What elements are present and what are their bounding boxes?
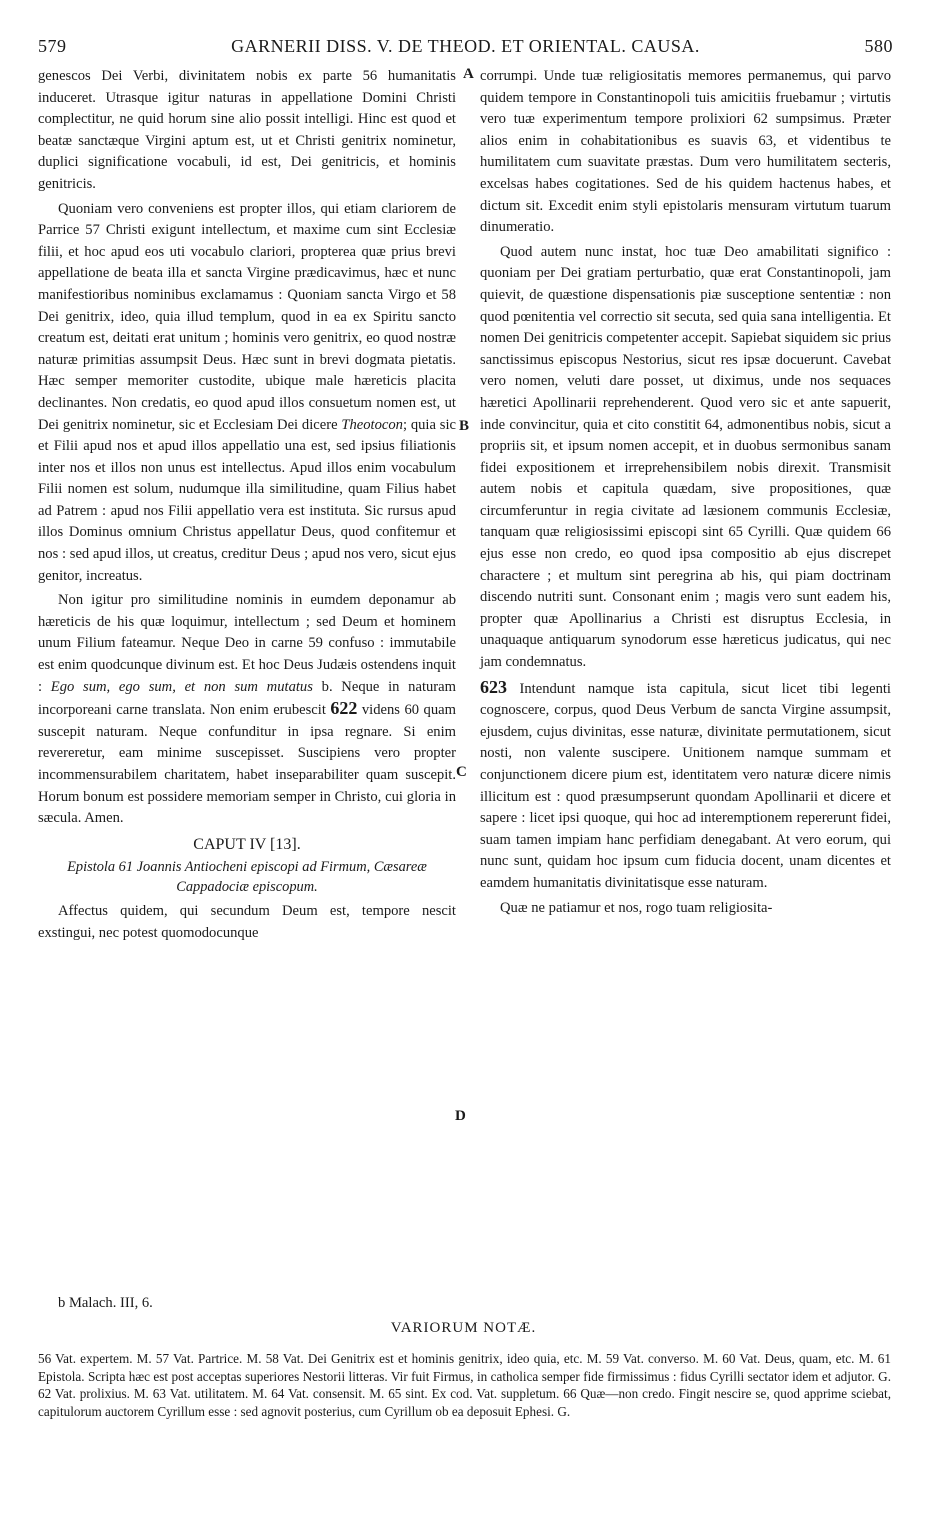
theotocon-term: Theotocon (341, 416, 403, 433)
right-paragraph-3-text: Intendunt namque ista capitula, sicut licet tibi legenti cognoscere, corpus, quod Deus Verbum de sancta Virgine assumpsit, ejusdem, cujus divinitas, esse naturæ, divinitate permutationem, sicut nosti, non valente suscipere. Unitionem namque summam et conjunctionem dicere pium est, identitatem vero naturæ dicere nimis illicitum est : quod præsumpserunt quondam Apollinarii et dicere et sapere : licet ipsi quoque, qui hoc ad interemptionem repererunt fidei, suam tamen impiam hanc perfidiam denegabant. At vero eorum, qui nunc sunt, quidam hoc ipsum cum fiducia docent, unam dicentes et eamdem humanitatis divinitatisque esse naturam. (480, 680, 891, 891)
page-number-left: 579 (38, 36, 67, 56)
left-paragraph-4: Affectus quidem, qui secundum Deum est, tempore nescit exstingui, nec potest quomodocunque (38, 903, 456, 941)
left-paragraph-2-end: ; quia sic et Filii apud nos et apud illos appellatio una est, sed ipsius filiationis inter nos et illos non unus est intellectus. Apud illos enim vocabulum Filii nomen est solum, nudumque illa similitudine, quam Filius habet ad Patrem : apud nos Filii appellatio vera est instituta. Sic rursus apud illos Dominus omnium Christus appellatur Deus, quod confitemur et nos : sed apud illos, ut creatus, creditur Deus ; apud nos vero, sicut ejus genitor, increatus. (38, 416, 456, 584)
right-paragraph-3 (480, 677, 891, 895)
column-number-623: 623 (480, 676, 507, 697)
left-paragraph-1: genescos Dei Verbi, divinitatem nobis ex parte 56 humanitatis induceret. Utrasque igitur naturas in appellatione Domini Christi complectitur, ne quid horum sine alio possit intelligi. Hinc est quod et beatæ sanctæque Virgini aptum est, ut et Christi genitrix nominetur, duplici significatione vocabuli, id est, Dei genitricis, et hominis genitricis. (38, 68, 456, 192)
margin-marker-a: A (463, 66, 474, 82)
left-paragraph-2-text: Quoniam vero conveniens est propter illos, qui etiam clariorem de Parrice 57 Christi exigunt intellectum, et maxime cum sint Ecclesiæ filii, et hoc apud eos uti vocabulo clariori, propterea quæ prius brevi appellatione de beata illa et sancta Virgine prædicavimus, hæc et nunc manifestioribus nominibus exclamamus : Quoniam sancta Virgo et 58 Dei genitrix, ideo, quia illud templum, quod in ea ex Spiritu sancto creatum est, deitati erat unitum ; hominis vero genitrix, eo quod nostræ naturæ primitias assumpsit Deus. Hæc sunt in brevi dogmata pietatis. Hæc semper memoriter custodite, ubique male hæreticis placita declinantes. Non credatis, eo quod apud illos consuetum nomen est, ut Dei genitrix nominetur, sic et Ecclesiam Dei dicere (38, 200, 456, 433)
margin-marker-c: C (456, 764, 467, 780)
footnote-reference: b Malach. III, 6. (58, 1295, 153, 1311)
left-paragraph-3-start: Non igitur pro similitudine nominis in eumdem deponamur ab hæreticis de his quæ loquimur, intellectum ; sed Deum et hominem unum Filium fateamur. Neque Deo in carne 59 confuso : immutabile est enim quodcunque divinum est. Et hoc Deus Judæis ostendens inquit : (38, 592, 456, 695)
margin-marker-b: B (459, 418, 470, 434)
left-paragraph-3-end: videns 60 quam suscepit naturam. Neque confunditur in ipsa regnare. Si enim revereretur, eam minime suscepisset. Suscipiens vero propter incommensurabilem charitatem, habet inseparabiliter quam suscepit. Horum bonum est possidere memoriam semper in Christo, cui gloria in sæcula. Amen. (38, 702, 456, 827)
variorum-notes-title: VARIORUM NOTÆ. (390, 1320, 537, 1336)
right-column (480, 66, 891, 922)
chapter-heading: CAPUT IV [13]. (193, 835, 301, 853)
running-title: GARNERII DISS. V. DE THEOD. ET ORIENTAL. CAUSA. (231, 36, 700, 56)
chapter-subtitle: Epistola 61 Joannis Antiocheni episcopi ad Firmum, Cæsareæ Cappadociæ episcopum. (67, 859, 427, 896)
left-paragraph-3-mid: b. Neque in naturam incorporeani carne translata. Non enim erubescit (38, 678, 456, 719)
left-paragraph-3 (38, 590, 456, 830)
column-number-622: 622 (330, 698, 358, 719)
left-paragraph-2 (38, 199, 456, 588)
margin-marker-d: D (455, 1108, 466, 1124)
page-number-right: 580 (864, 36, 893, 56)
scripture-quote: Ego sum, ego sum, et non sum mutatus (50, 678, 313, 695)
left-column (38, 66, 456, 948)
variorum-notes-text: 56 Vat. expertem. M. 57 Vat. Partrice. M. 58 Vat. Dei Genitrix est et hominis genitrix, ideo quia, etc. M. 59 Vat. converso. M. 60 Vat. Deus, quam, etc. M. 61 Epistola. Scripta hæc est post acceptas superiores Nestorii litteras. Vir fuit Firmus, in catholica semper fide firmissimus : fidus Cyrilli sectator idem et adjutor. G. 62 Vat. prolixius. M. 63 Vat. utilitatem. M. 64 Vat. consensit. M. 65 sint. Ex cod. Vat. suppletum. 66 Quæ—non credo. Fingit nescire se, quod apprime sciebat, capitulorum auctorem Cyrillum esse : sed agnovit posterius, cum Cyrillum ob ea deposuit Ephesi. G. (38, 1351, 891, 1419)
running-header (38, 36, 893, 62)
right-paragraph-1: corrumpi. Unde tuæ religiositatis memores permanemus, qui parvo quidem tempore in Constantinopoli tuis amicitiis fruebamur ; virtutis vero tuæ experimentum tempore prolixiori 62 sumpsimus. Præter alios enim in cohabitationibus es suavis 63, et videntibus te humilitatem cum suavitate præstas. Dum vero humilitatem secteris, excelsas habes cogitationes. Sed de his quidem hactenus habes, et dictum sit. Excedit enim styli epistolaris mensuram virtutum tuarum dinumeratio. (480, 68, 891, 236)
right-paragraph-4: Quæ ne patiamur et nos, rogo tuam religiosita- (500, 899, 773, 916)
right-paragraph-2: Quod autem nunc instat, hoc tuæ Deo amabilitati significo : quoniam per Dei gratiam perturbatio, quæ erat Constantinopoli, jam quievit, de quæstione dispensationis piæ susceptione sententiæ : non quod pœnitentia vel correctio sit secuta, sed quia sana intelligentia. Et nomen Dei genitricis competenter accepit. Sapiebat siquidem sic prius sanctissimus episcopus Nestorius, sicut res ipsæ docuerunt. Cavebat vero nomen, veluti dare posset, ut diximus, unde nos sequaces hæretici Apollinarii reprehenderent. Quod vero sic et ante sapuerit, inde convincitur, quia et cito constitit 64, admonentibus nobis, sicut a propriis sit, et ipsum nomen accepit, et in duobus sermonibus sanam fidei expositionem et irreprehensibilem nobis direxit. Transmisit autem nobis et capitula quædam, sive propositiones, quæ circumferuntur in regia civitate ad læsionem communis Ecclesiæ, tanquam quæ religiosissimi episcopi sint 65 Cyrilli. Quæ quidem 66 ejus esse non credo, eo quod ipsa compositio ab ejus discrepet charactere ; et multum sint peregrina ab his, qui piam doctrinam discendo nutriti sunt. Consonant enim ; magis vero sunt eadem his, propter quæ Apollinarius a Christi est disruptus Ecclesia, in unaquaque antiquarum synodorum esse hæreticus judicatus, qui nec jam condemnatus. (480, 243, 891, 671)
